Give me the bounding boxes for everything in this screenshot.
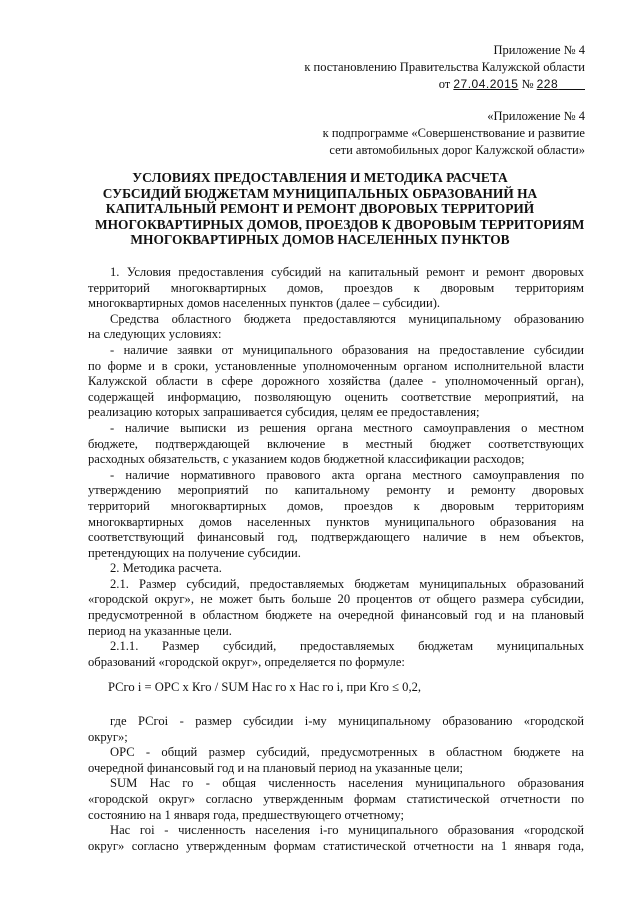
body-line: состоянию на 1 января года, предшествующего отчетному;: [88, 807, 404, 822]
body-line: Нас гоi - численность населения i-го муниципального образования «городской: [110, 823, 584, 838]
subprogram-header: [323, 108, 585, 159]
body-line: округ»;: [88, 729, 128, 744]
body-line: на следующих условиях:: [88, 327, 222, 342]
body-line: - наличие выписки из решения органа местного самоуправления о местном: [110, 420, 584, 435]
body-line: предусмотренной в областном бюджете на очередной финансовый год и на плановый: [88, 608, 584, 623]
body-line: - наличие заявки от муниципального образования на предоставление субсидии: [110, 342, 584, 357]
body-line: территорий многоквартирных домов, проездов к дворовым территориям: [88, 498, 584, 513]
title-line: УСЛОВИЯХ ПРЕДОСТАВЛЕНИЯ И МЕТОДИКА РАСЧЕТА: [132, 170, 508, 185]
decree-date: 27.04.2015: [453, 77, 519, 91]
appendix-decree: к постановлению Правительства Калужской области: [304, 60, 585, 74]
body-line: содержащей информацию, позволяющую оценить соответствие мероприятий, на: [88, 389, 584, 404]
body-line: «городской округ», не может быть больше 20 процентов от общего размера субсидии,: [88, 592, 584, 607]
title-line: МНОГОКВАРТИРНЫХ ДОМОВ НАСЕЛЕННЫХ ПУНКТОВ: [130, 232, 510, 247]
body-line: 2.1.1. Размер субсидий, предоставляемых бюджетам муниципальных: [110, 639, 584, 654]
body-line: Калужской области в сфере дорожного хозяйства (далее - уполномоченный орган),: [88, 374, 584, 389]
body-line: бюджете, подтверждающей включение в местный бюджет соответствующих: [88, 436, 584, 451]
appendix-header: [304, 42, 585, 93]
body-line: по форме и в сроки, установленные уполномоченным органом исполнительной власти: [88, 358, 584, 373]
body-line: где РСгоi - размер субсидии i-му муниципальному образованию «городской: [110, 714, 584, 729]
document-body: [88, 265, 584, 854]
body-line: период на указанные цели.: [88, 623, 232, 638]
body-line: округ» согласно утвержденным формам статистической отчетности на 1 января года,: [88, 838, 584, 853]
title-line: КАПИТАЛЬНЫЙ РЕМОНТ И РЕМОНТ ДВОРОВЫХ ТЕРРИТОРИЙ: [105, 201, 535, 216]
appendix-label: Приложение № 4: [493, 43, 585, 57]
body-line: расходных обязательств, с указанием кодов бюджетной классификации расходов;: [88, 452, 525, 467]
decree-number: 228: [536, 77, 559, 91]
body-line: соответствующий финансовый год, подтверждающего наличие в нем объектов,: [88, 530, 584, 545]
body-line: территорий многоквартирных домов, проездов к дворовым территориям: [88, 280, 584, 295]
body-line: - наличие нормативного правового акта органа местного самоуправления по: [110, 467, 584, 482]
section-heading: 2. Методика расчета.: [110, 561, 222, 576]
body-line: реализацию которых запрашивается субсидия, целям ее предоставления;: [88, 405, 480, 420]
body-line: «городской округ» согласно утвержденным формам статистической отчетности по: [88, 792, 584, 806]
body-line: ОРС - общий размер субсидий, предусмотренных в областном бюджете на: [110, 745, 584, 760]
body-line: очередной финансовый год и на плановый период на указанные цели;: [88, 760, 463, 775]
subprogram-appendix-label: «Приложение № 4: [487, 109, 585, 123]
body-line: многоквартирных домов населенных пунктов (далее – субсидии).: [88, 296, 441, 311]
body-line: претендующих на получение субсидии.: [88, 545, 301, 560]
body-line: SUM Нас го - общая численность населения муниципального образования: [110, 776, 584, 791]
title-line: МНОГОКВАРТИРНЫХ ДОМОВ, ПРОЕЗДОВ К ДВОРОВЫМ ТЕРРИТОРИЯМ: [95, 216, 585, 232]
body-line: 2.1. Размер субсидий, предоставляемых бюджетам муниципальных образований: [110, 576, 584, 591]
subprogram-name-line1: к подпрограмме «Совершенствование и развитие: [322, 126, 585, 140]
title-line: СУБСИДИЙ БЮДЖЕТАМ МУНИЦИПАЛЬНЫХ ОБРАЗОВАНИЙ НА: [102, 185, 538, 201]
appendix-date-line: от 27.04.2015 № 228: [438, 77, 559, 91]
body-line: образований «городской округ», определяется по формуле:: [88, 654, 405, 669]
body-line: утверждению мероприятий по капитальному ремонту и ремонту дворовых: [88, 483, 584, 498]
formula: РСго i = ОРС х Кго / SUM Нас го х Нас го i, при Кго ≤ 0,2,: [108, 680, 422, 695]
subprogram-name-line2: сети автомобильных дорог Калужской области»: [329, 143, 585, 157]
body-line: 1. Условия предоставления субсидий на капитальный ремонт и ремонт дворовых: [110, 265, 584, 279]
document-title: [95, 170, 585, 248]
body-line: многоквартирных домов населенных пунктов муниципального образования на: [88, 514, 584, 529]
body-line: Средства областного бюджета предоставляются муниципальному образованию: [110, 311, 584, 326]
